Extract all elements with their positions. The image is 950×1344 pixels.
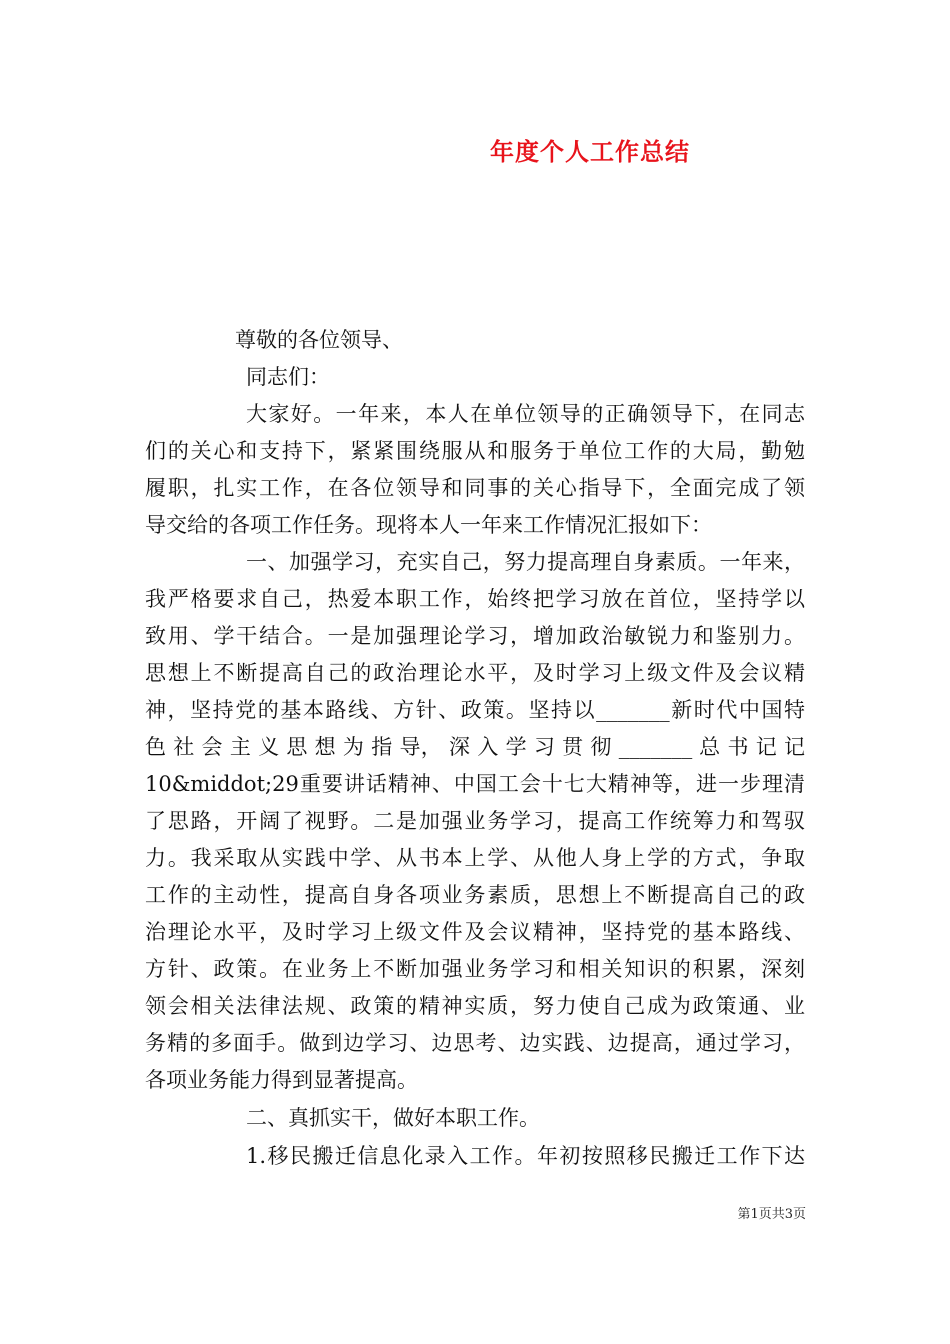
section-heading-line: 二、真抓实干，做好本职工作。 [246,1106,540,1130]
section-heading-line: 一、加强学习，充实自己，努力提高理自身素质。一年来， [246,550,805,574]
body-line: 工作的主动性，提高自身各项业务素质，思想上不断提高自己的政 [145,883,805,907]
body-line: 履职，扎实工作，在各位领导和同事的关心指导下，全面完成了领 [145,476,805,500]
body-line: 致用、学干结合。一是加强理论学习，增加政治敏锐力和鉴别力。 [145,624,805,648]
body-line: 10&middot;29重要讲话精神、中国工会十七大精神等，进一步理清 [145,772,805,796]
body-line: 我严格要求自己，热爱本职工作，始终把学习放在首位，坚持学以 [145,587,805,611]
body-line: 思想上不断提高自己的政治理论水平，及时学习上级文件及会议精 [145,661,805,685]
body-line: 导交给的各项工作任务。现将本人一年来工作情况汇报如下： [145,513,712,537]
body-line: 色 社 会 主 义 思 想 为 指 导， 深 入 学 习 贯 彻 _______ 总 书 记 记 [145,735,805,759]
body-line: 1.移民搬迁信息化录入工作。年初按照移民搬迁工作下达 [246,1144,805,1168]
body-line: 各项业务能力得到显著提高。 [145,1068,418,1092]
page-number: 第1页共3页 [737,1207,806,1222]
salutation-line: 尊敬的各位领导、 [235,328,403,352]
body-line: 治理论水平，及时学习上级文件及会议精神，坚持党的基本路线、 [145,920,805,944]
salutation-line: 同志们： [246,365,330,389]
body-line: 务精的多面手。做到边学习、边思考、边实践、边提高，通过学习， [145,1031,805,1055]
body-line: 力。我采取从实践中学、从书本上学、从他人身上学的方式，争取 [145,846,805,870]
body-line: 方针、政策。在业务上不断加强业务学习和相关知识的积累，深刻 [145,957,805,981]
body-line: 大家好。一年来，本人在单位领导的正确领导下，在同志 [246,402,805,426]
document-title: 年度个人工作总结 [490,137,690,166]
body-line: 领会相关法律法规、政策的精神实质，努力使自己成为政策通、业 [145,994,805,1018]
body-line: 神，坚持党的基本路线、方针、政策。坚持以_______新时代中国特 [145,698,805,722]
body-line: 们的关心和支持下，紧紧围绕服从和服务于单位工作的大局，勤勉 [145,439,805,463]
body-line: 了思路，开阔了视野。二是加强业务学习，提高工作统筹力和驾驭 [145,809,805,833]
